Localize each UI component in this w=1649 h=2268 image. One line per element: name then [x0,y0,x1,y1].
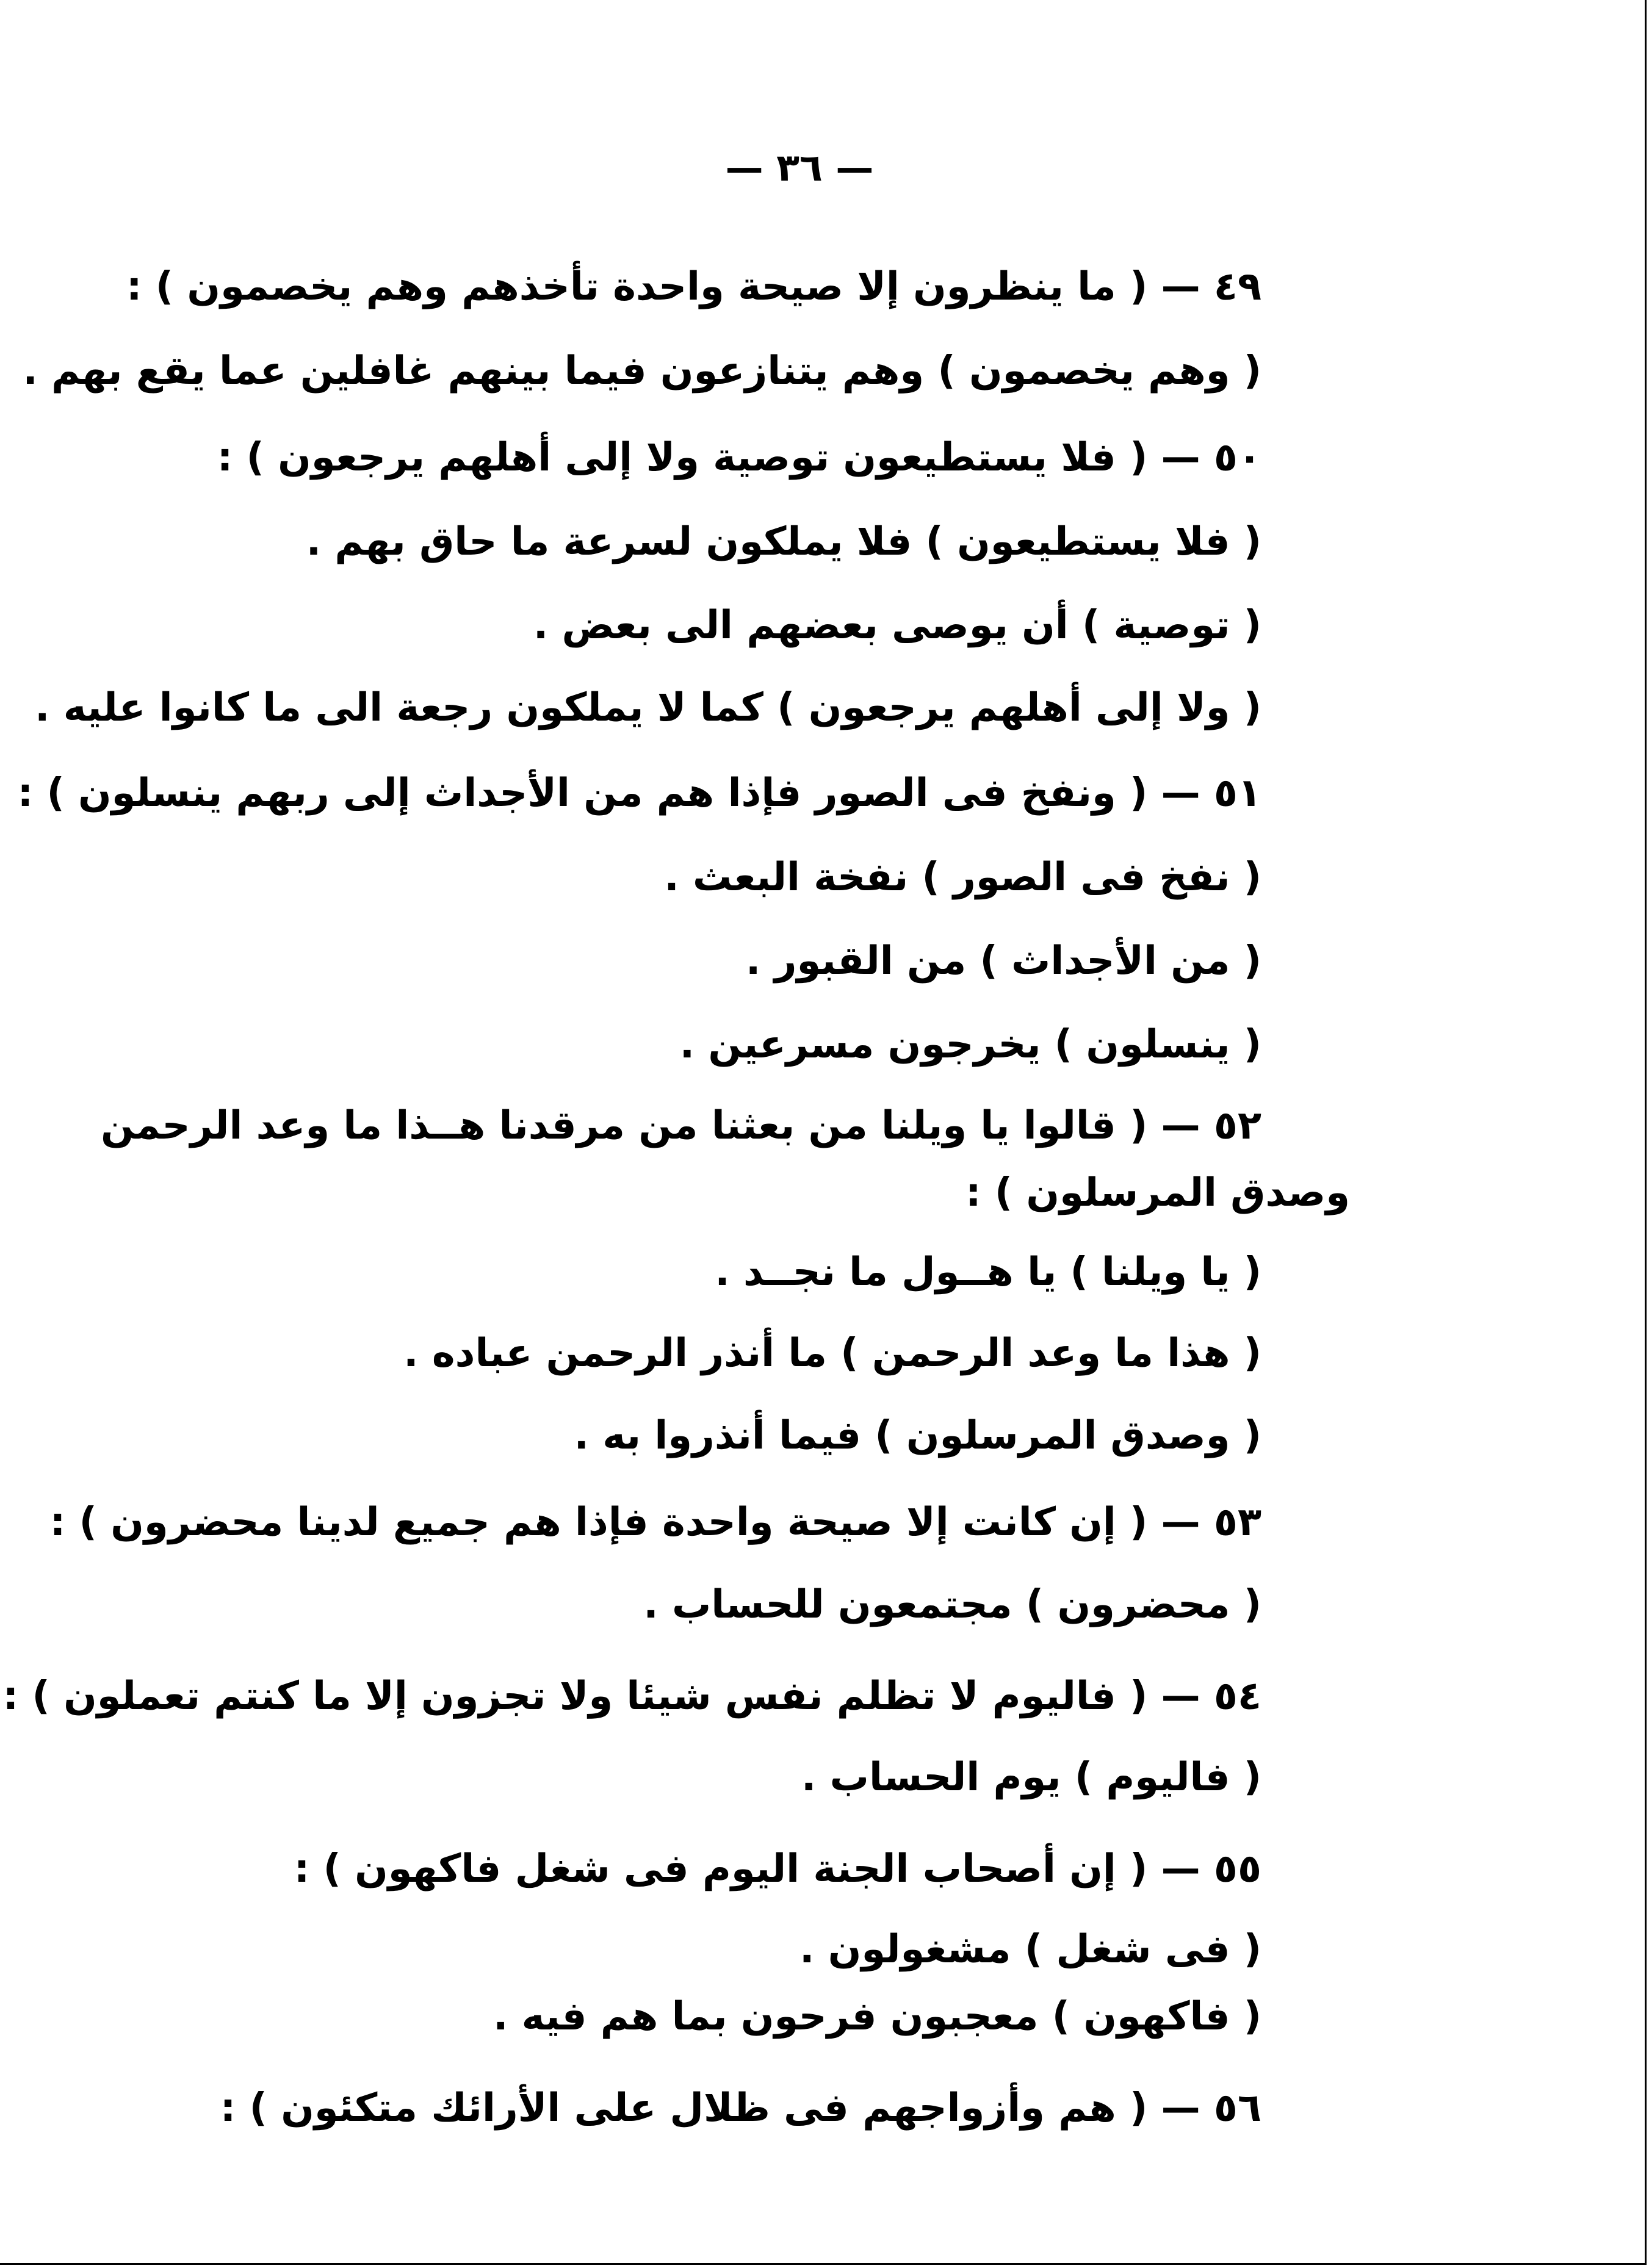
gloss-line: ( فلا يستطيعون ) فلا يملكون لسرعة ما حاق بهم . [306,519,1261,564]
page-number: — ٣٦ — [725,145,874,190]
gloss-line: ( وهم يخصمون ) وهم يتنازعون فيما بينهم غافلين عما يقع بهم . [23,348,1261,394]
gloss-line: ( من الأجداث ) من القبور . [746,938,1261,984]
verse-49-text: ٤٩ — ( ما ينظرون إلا صيحة واحدة تأخذهم وهم يخصمون ) : [126,264,1261,309]
gloss-line: ( يا ويلنا ) يا هــول ما نجــد . [715,1250,1261,1295]
verse-50-text: ٥٠ — ( فلا يستطيعون توصية ولا إلى أهلهم يرجعون ) : [217,435,1261,480]
gloss-line: ( وصدق المرسلون ) فيما أنذروا به . [574,1413,1261,1458]
gloss-line: ( ينسلون ) يخرجون مسرعين . [679,1022,1261,1067]
verse-55-text: ٥٥ — ( إن أصحاب الجنة اليوم فى شغل فاكهون ) : [294,1846,1261,1892]
verse-52-continuation: وصدق المرسلون ) : [965,1170,1350,1215]
gloss-line: ( فاكهون ) معجبون فرحون بما هم فيه . [493,1994,1261,2039]
verse-54-text: ٥٤ — ( فاليوم لا تظلم نفس شيئا ولا تجزون إلا ما كنتم تعملون ) : [2,1674,1261,1719]
gloss-line: ( نفخ فى الصور ) نفخة البعث . [664,855,1261,900]
verse-51-text: ٥١ — ( ونفخ فى الصور فإذا هم من الأجداث إلى ربهم ينسلون ) : [17,771,1261,816]
verse-52-text: ٥٢ — ( قالوا يا ويلنا من بعثنا من مرقدنا هــذا ما وعد الرحمن [100,1103,1261,1148]
gloss-line: ( هذا ما وعد الرحمن ) ما أنذر الرحمن عباده . [403,1331,1261,1376]
verse-56-text: ٥٦ — ( هم وأزواجهم فى ظلال على الأرائك متكئون ) : [220,2086,1261,2131]
gloss-line: ( فى شغل ) مشغولون . [799,1927,1261,1972]
gloss-line: ( ولا إلى أهلهم يرجعون ) كما لا يملكون رجعة الى ما كانوا عليه . [35,685,1261,730]
verse-53-text: ٥٣ — ( إن كانت إلا صيحة واحدة فإذا هم جميع لدينا محضرون ) : [49,1500,1261,1545]
gloss-line: ( محضرون ) مجتمعون للحساب . [643,1582,1261,1627]
gloss-line: ( توصية ) أن يوصى بعضهم الى بعض . [533,603,1261,648]
gloss-line: ( فاليوم ) يوم الحساب . [801,1755,1261,1800]
